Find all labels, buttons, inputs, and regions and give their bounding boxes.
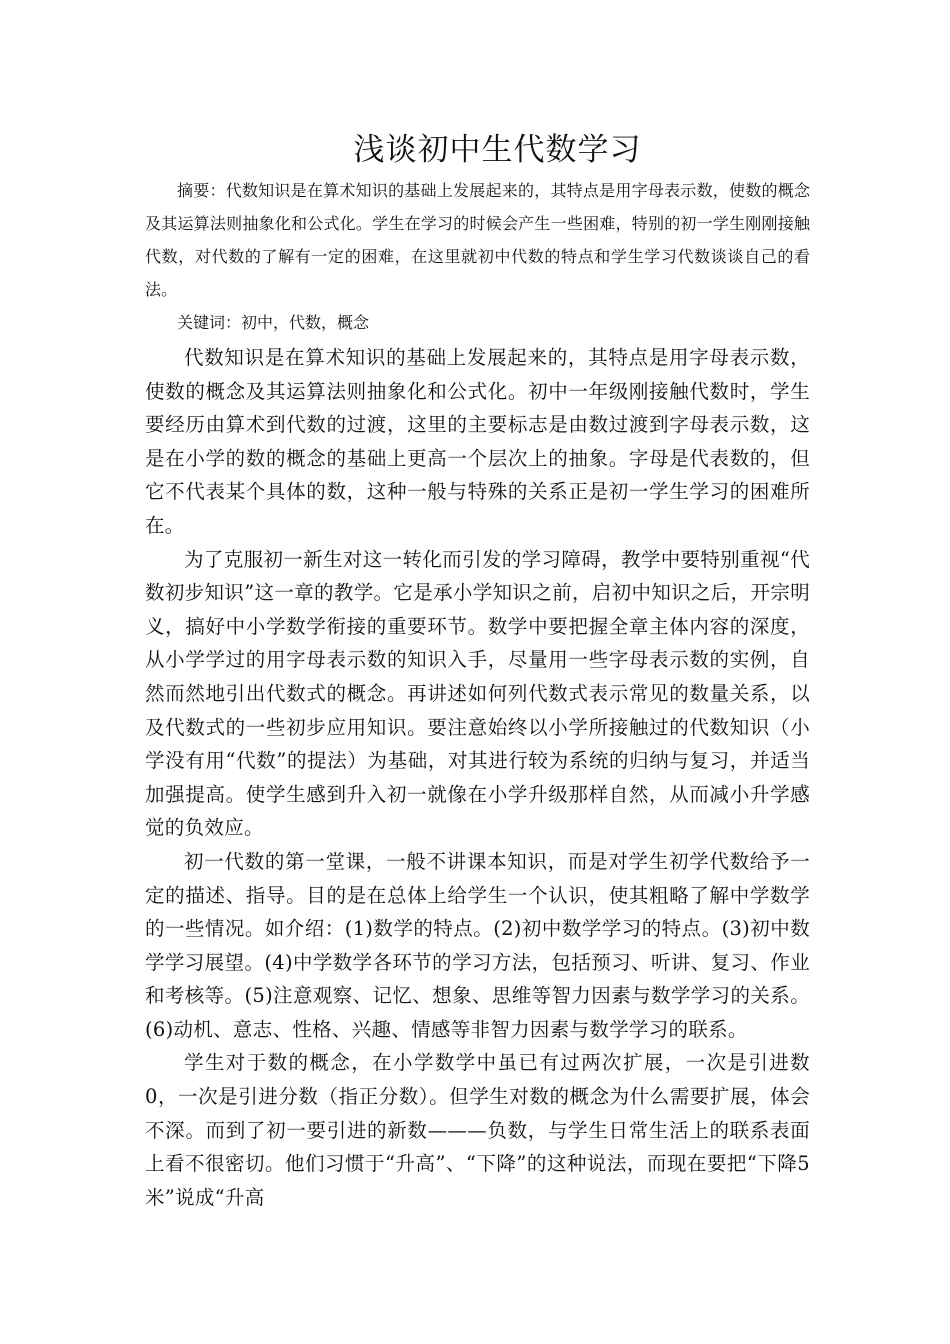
body-paragraph-4: 学生对于数的概念，在小学数学中虽已有过两次扩展，一次是引进数0，一次是引进分数（指正分数）。但学生对数的概念为什么需要扩展，体会不深。而到了初一要引进的新数———负数，与学生日常生活上的联系表面上看不很密切。他们习惯于“升高”、“下降”的这种说法，而现在要把“下降5米”说成“升高: [145, 1051, 810, 1209]
body-paragraph-1: 代数知识是在算术知识的基础上发展起来的，其特点是用字母表示数，使数的概念及其运算法则抽象化和公式化。初中一年级刚接触代数时，学生要经历由算术到代数的过渡，这里的主要标志是由数过渡到字母表示数，这是在小学的数的概念的基础上更高一个层次上的抽象。字母是代表数的，但它不代表某个具体的数，这种一般与特殊的关系正是初一学生学习的困难所在。: [145, 346, 810, 537]
keywords-line: 关键词：初中，代数，概念: [177, 313, 370, 332]
body-paragraph-3: 初一代数的第一堂课，一般不讲课本知识，而是对学生初学代数给予一定的描述、指导。目的是在总体上给学生一个认识，使其粗略了解中学数学的一些情况。如介绍：(1)数学的特点。(2)初中数学学习的特点。(3)初中数学学习展望。(4)中学数学各环节的学习方法，包括预习、听讲、复习、作业和考核等。(5)注意观察、记忆、想象、思维等智力因素与数学学习的关系。(6)动机、意志、性格、兴趣、情感等非智力因素与数学学习的联系。: [145, 849, 810, 1041]
body-paragraph-2: 为了克服初一新生对这一转化而引发的学习障碍，教学中要特别重视“代数初步知识”这一章的教学。它是承小学知识之前，启初中知识之后，开宗明义，搞好中小学数学衔接的重要环节。数学中要把握全章主体内容的深度，从小学学过的用字母表示数的知识入手，尽量用一些字母表示数的实例，自然而然地引出代数式的概念。再讲述如何列代数式表示常见的数量关系，以及代数式的一些初步应用知识。要注意始终以小学所接触过的代数知识（小学没有用“代数”的提法）为基础，对其进行较为系统的归纳与复习，并适当加强提高。使学生感到升入初一就像在小学升级那样自然，从而减小升学感觉的负效应。: [145, 547, 810, 840]
document-title: 浅谈初中生代数学习: [353, 132, 642, 168]
document-page: [145, 128, 810, 1214]
abstract-paragraph: 摘要：代数知识是在算术知识的基础上发展起来的，其特点是用字母表示数，使数的概念及其运算法则抽象化和公式化。学生在学习的时候会产生一些困难，特别的初一学生刚刚接触代数，对代数的了解有一定的困难，在这里就初中代数的特点和学生学习代数谈谈自己的看法。: [145, 181, 810, 299]
